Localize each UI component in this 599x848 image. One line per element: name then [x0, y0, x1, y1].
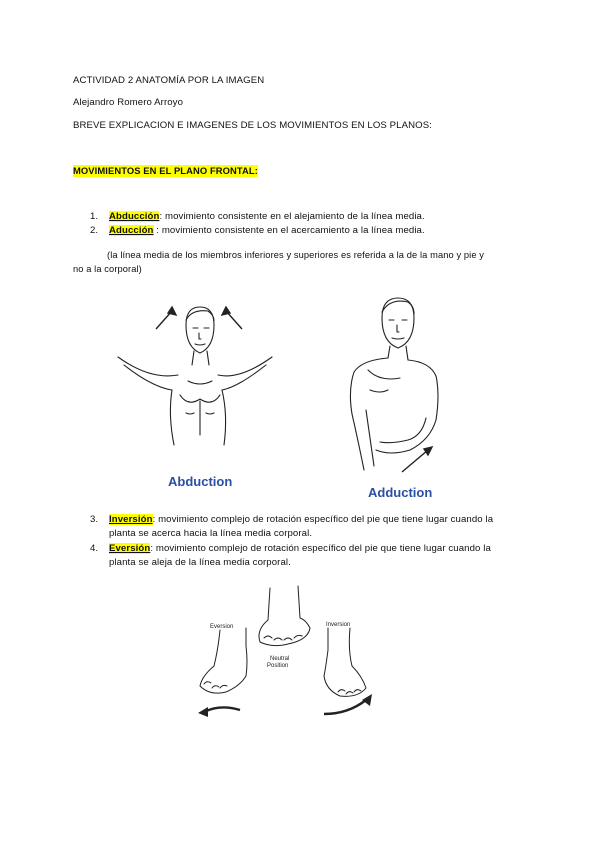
separator: :	[159, 211, 165, 222]
list-item-inversion	[109, 514, 493, 526]
list-item-eversion	[109, 543, 491, 555]
neutral-label-1: Neutral	[270, 656, 290, 662]
separator: :	[153, 225, 162, 236]
adduction-figure	[330, 290, 460, 505]
item-number-3: 3.	[90, 514, 99, 525]
abduction-label: Abduction	[168, 474, 233, 489]
inversion-label: Inversion	[326, 622, 351, 628]
list-item-inversion-cont: planta se acerca hacia la línea media corporal.	[109, 528, 313, 539]
item-number-1: 1.	[90, 211, 99, 222]
definition-text: movimiento complejo de rotación específico del pie que tiene lugar cuando la	[158, 514, 494, 525]
list-item-eversion-cont: planta se aleja de la línea media corporal.	[109, 557, 291, 568]
document-title: ACTIVIDAD 2 ANATOMÍA POR LA IMAGEN	[73, 75, 265, 86]
definition-text: movimiento complejo de rotación específico del pie que tiene lugar cuando la	[155, 543, 491, 554]
separator: :	[152, 514, 159, 525]
eversion-label: Eversion	[210, 624, 234, 630]
abduction-figure	[110, 295, 280, 495]
term-aduccion: Aducción	[109, 225, 154, 236]
document-subtitle: BREVE EXPLICACION E IMAGENES DE LOS MOVIMIENTOS EN LOS PLANOS:	[73, 120, 432, 131]
adduction-label: Adduction	[368, 485, 433, 500]
item-number-2: 2.	[90, 225, 99, 236]
foot-inversion-eversion-figure	[190, 580, 390, 720]
neutral-label-2: Position	[267, 663, 289, 669]
item-number-4: 4.	[90, 543, 99, 554]
list-item-aduccion	[109, 225, 425, 237]
definition-text: movimiento consistente en el acercamiento a la línea media.	[161, 225, 425, 236]
list-item-abduccion	[109, 211, 425, 223]
definition-text: movimiento consistente en el alejamiento de la línea media.	[165, 211, 425, 222]
note-line-2: no a la corporal)	[73, 264, 142, 274]
term-abduccion: Abducción	[109, 211, 160, 222]
section-heading: MOVIMIENTOS EN EL PLANO FRONTAL:	[73, 165, 258, 176]
separator: :	[150, 543, 156, 554]
term-inversion: Inversión	[109, 514, 153, 525]
term-eversion: Eversión	[109, 543, 151, 554]
author-name: Alejandro Romero Arroyo	[73, 97, 184, 108]
note-line-1: (la línea media de los miembros inferiores y superiores es referida a la de la mano y pie y	[107, 250, 485, 260]
